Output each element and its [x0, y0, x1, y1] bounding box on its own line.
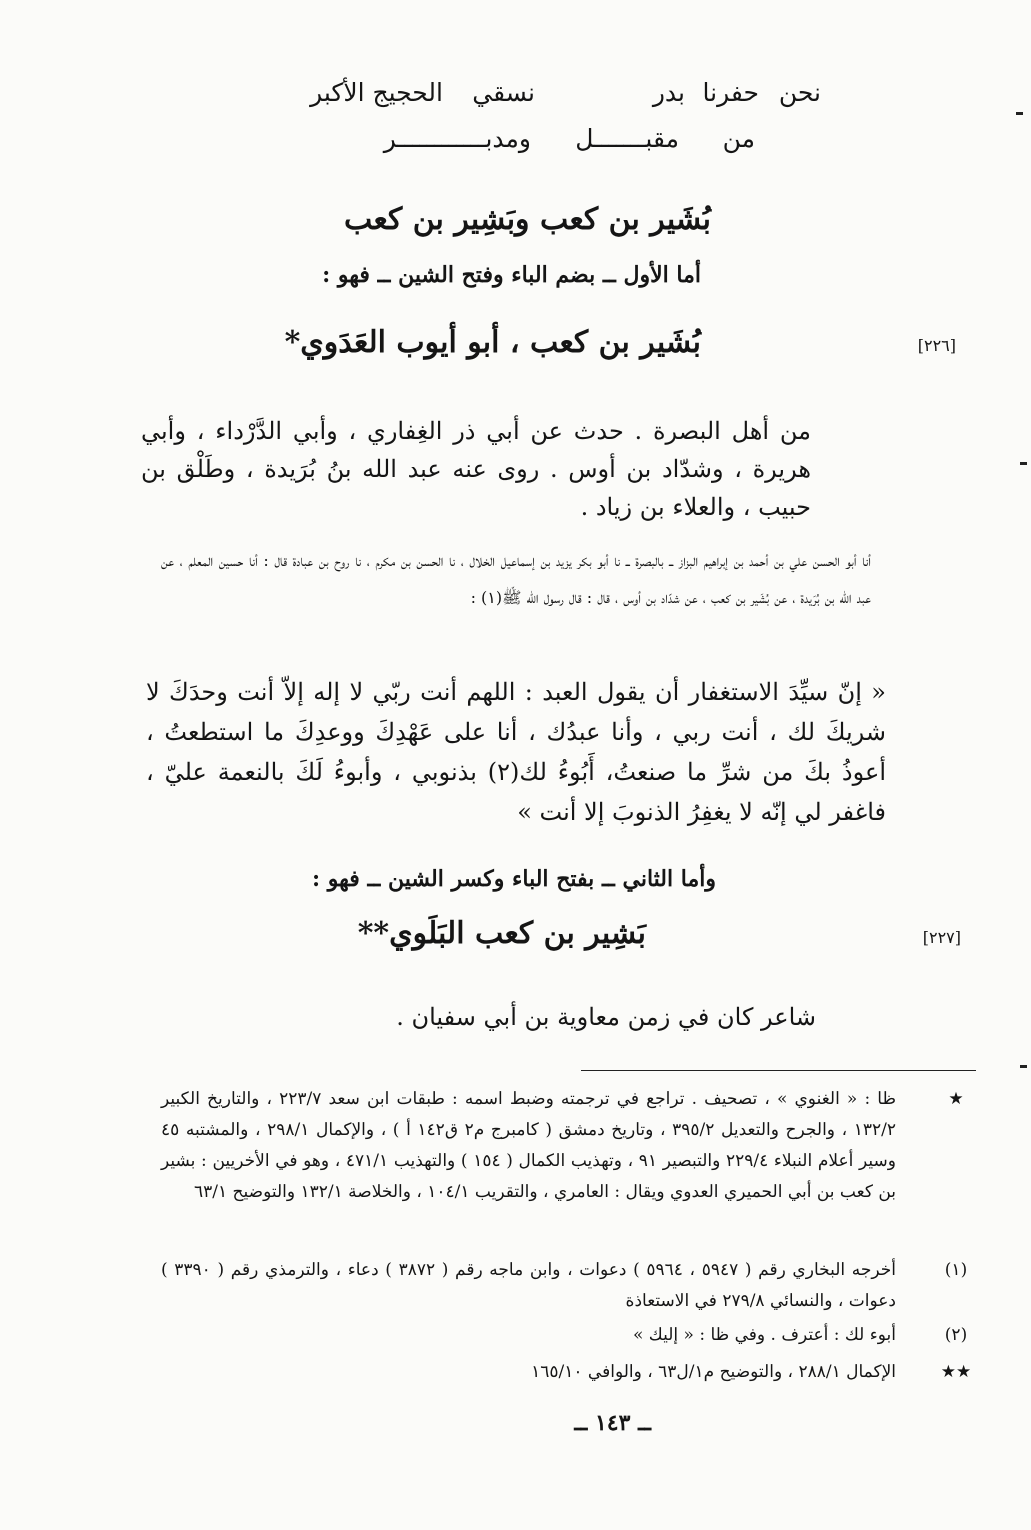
edge-mark: [1020, 462, 1027, 465]
section-subtitle: أما الأول ــ بضم الباء وفتح الشين ــ فهو :: [322, 262, 701, 288]
footnote-marker: (١): [944, 1260, 968, 1280]
isnad-text: أنا أبو الحسن علي بن أحمد بن إبراهيم البزاز ــ بالبصرة ــ نا أبو بكر يزيد بن إسماعيل الخلال ، نا الحسن بن مكرم ، نا روح بن عبادة قال : أنا حسين المعلم ، عن عبد الله بن بُرَيدة ، عن بُشَير بن كعب ، عن شدّاد بن أوس ، قال : قال رسول الله ﷺ(١) :: [161, 551, 871, 607]
entry-name: بَشِير بن كعب البَلَوي**: [357, 916, 646, 951]
entry-bio: من أهل البصرة . حدث عن أبي ذر الغِفاري ، وأبي الدَّرْداء ، وأبي هريرة ، وشدّاد بن أوس . روى عنه عبد الله بنُ بُرَيدة ، وطَلْق بن حبيب ، والعلاء بن زياد .: [141, 417, 811, 521]
verse-word: حفرنا: [702, 78, 759, 107]
footnote-marker: ★: [948, 1089, 964, 1109]
verse-word: الحجيج الأكبر: [310, 78, 443, 107]
footnote: [161, 1084, 976, 1208]
footnote-marker: ★★: [940, 1362, 972, 1382]
edge-mark: [1016, 112, 1023, 115]
footnote-text: أبوء لك : أعترف . وفي ظا : « إليك »: [632, 1325, 896, 1345]
hadith-text: « إنّ سيِّدَ الاستغفار أن يقول العبد : اللهم أنت ربّي لا إله إلاّ أنت وحدَكَ لا شريكَ لك ، أنت ربي ، وأنا عبدُك ، أنا على عَهْدِكَ ووعدِكَ ما استطعتُ ، أعوذُ بكَ من شرِّ ما صنعتُ، أَبُوءُ لك(٢) بذنوبي ، وأبوءُ لَكَ بالنعمة عليّ ، فاغفر لي إنّه لا يغفِرُ الذنوبَ إلا أنت »: [146, 678, 887, 826]
entry-bio: شاعر كان في زمن معاوية بن أبي سفيان .: [396, 1003, 816, 1031]
entry-name: بُشَير بن كعب ، أبو أيوب العَدَوي*: [284, 325, 701, 360]
verse-word: ومدبــــــــــــر: [383, 124, 531, 153]
footnote-marker: (٢): [944, 1325, 968, 1345]
verse-word: من: [722, 124, 755, 153]
footnote-text: الإكمال ٢٨٨/١ ، والتوضيح م١/ل٦٣ ، والوافي ١٦٥/١٠: [531, 1362, 896, 1382]
footnote: [161, 1320, 976, 1351]
footnote: [161, 1357, 976, 1388]
footnote-separator: [581, 1070, 976, 1071]
verse-word: مقبـــــــل: [575, 124, 679, 153]
page-number: ــ ١٤٣ ــ: [574, 1410, 651, 1436]
section-title: بُشَير بن كعب وبَشِير بن كعب: [344, 202, 711, 237]
footnote-text: أخرجه البخاري رقم ( ٥٩٤٧ ، ٥٩٦٤ ) دعوات ، وابن ماجه رقم ( ٣٨٧٢ ) دعاء ، والترمذي رقم ( ٣٣٩٠ ) دعوات ، والنسائي ٢٧٩/٨ في الاستعاذة: [161, 1260, 897, 1311]
verse-word: نسقي: [472, 78, 535, 107]
section-subtitle: وأما الثاني ــ بفتح الباء وكسر الشين ــ فهو :: [312, 866, 716, 892]
entry-number: [٢٢٦]: [917, 336, 956, 355]
entry-number: [٢٢٧]: [922, 928, 961, 947]
verse-word: بدر: [652, 78, 685, 107]
verse-word: نحن: [778, 78, 821, 107]
edge-mark: [1020, 1065, 1027, 1068]
footnote: [161, 1255, 976, 1317]
footnote-text: ظا : « الغنوي » ، تصحيف . تراجع في ترجمته وضبط اسمه : طبقات ابن سعد ٢٢٣/٧ ، والتاريخ الكبير ١٣٢/٢ ، والجرح والتعديل ٣٩٥/٢ ، وتاريخ دمشق ( كامبرج م٢ ق١٤٢ أ ) ، والإكمال ٢٩٨/١ ، والمشتبه ٤٥ وسير أعلام النبلاء ٢٢٩/٤ والتبصير ٩١ ، وتهذيب الكمال ( ١٥٤ ) والتهذيب ٤٧١/١ ، وهو في الأخريين : بشير بن كعب بن أبي الحميري العدوي ويقال : العامري ، والتقريب ١٠٤/١ ، والخلاصة ١٣٢/١ والتوضيح ٦٣/١: [161, 1089, 897, 1202]
